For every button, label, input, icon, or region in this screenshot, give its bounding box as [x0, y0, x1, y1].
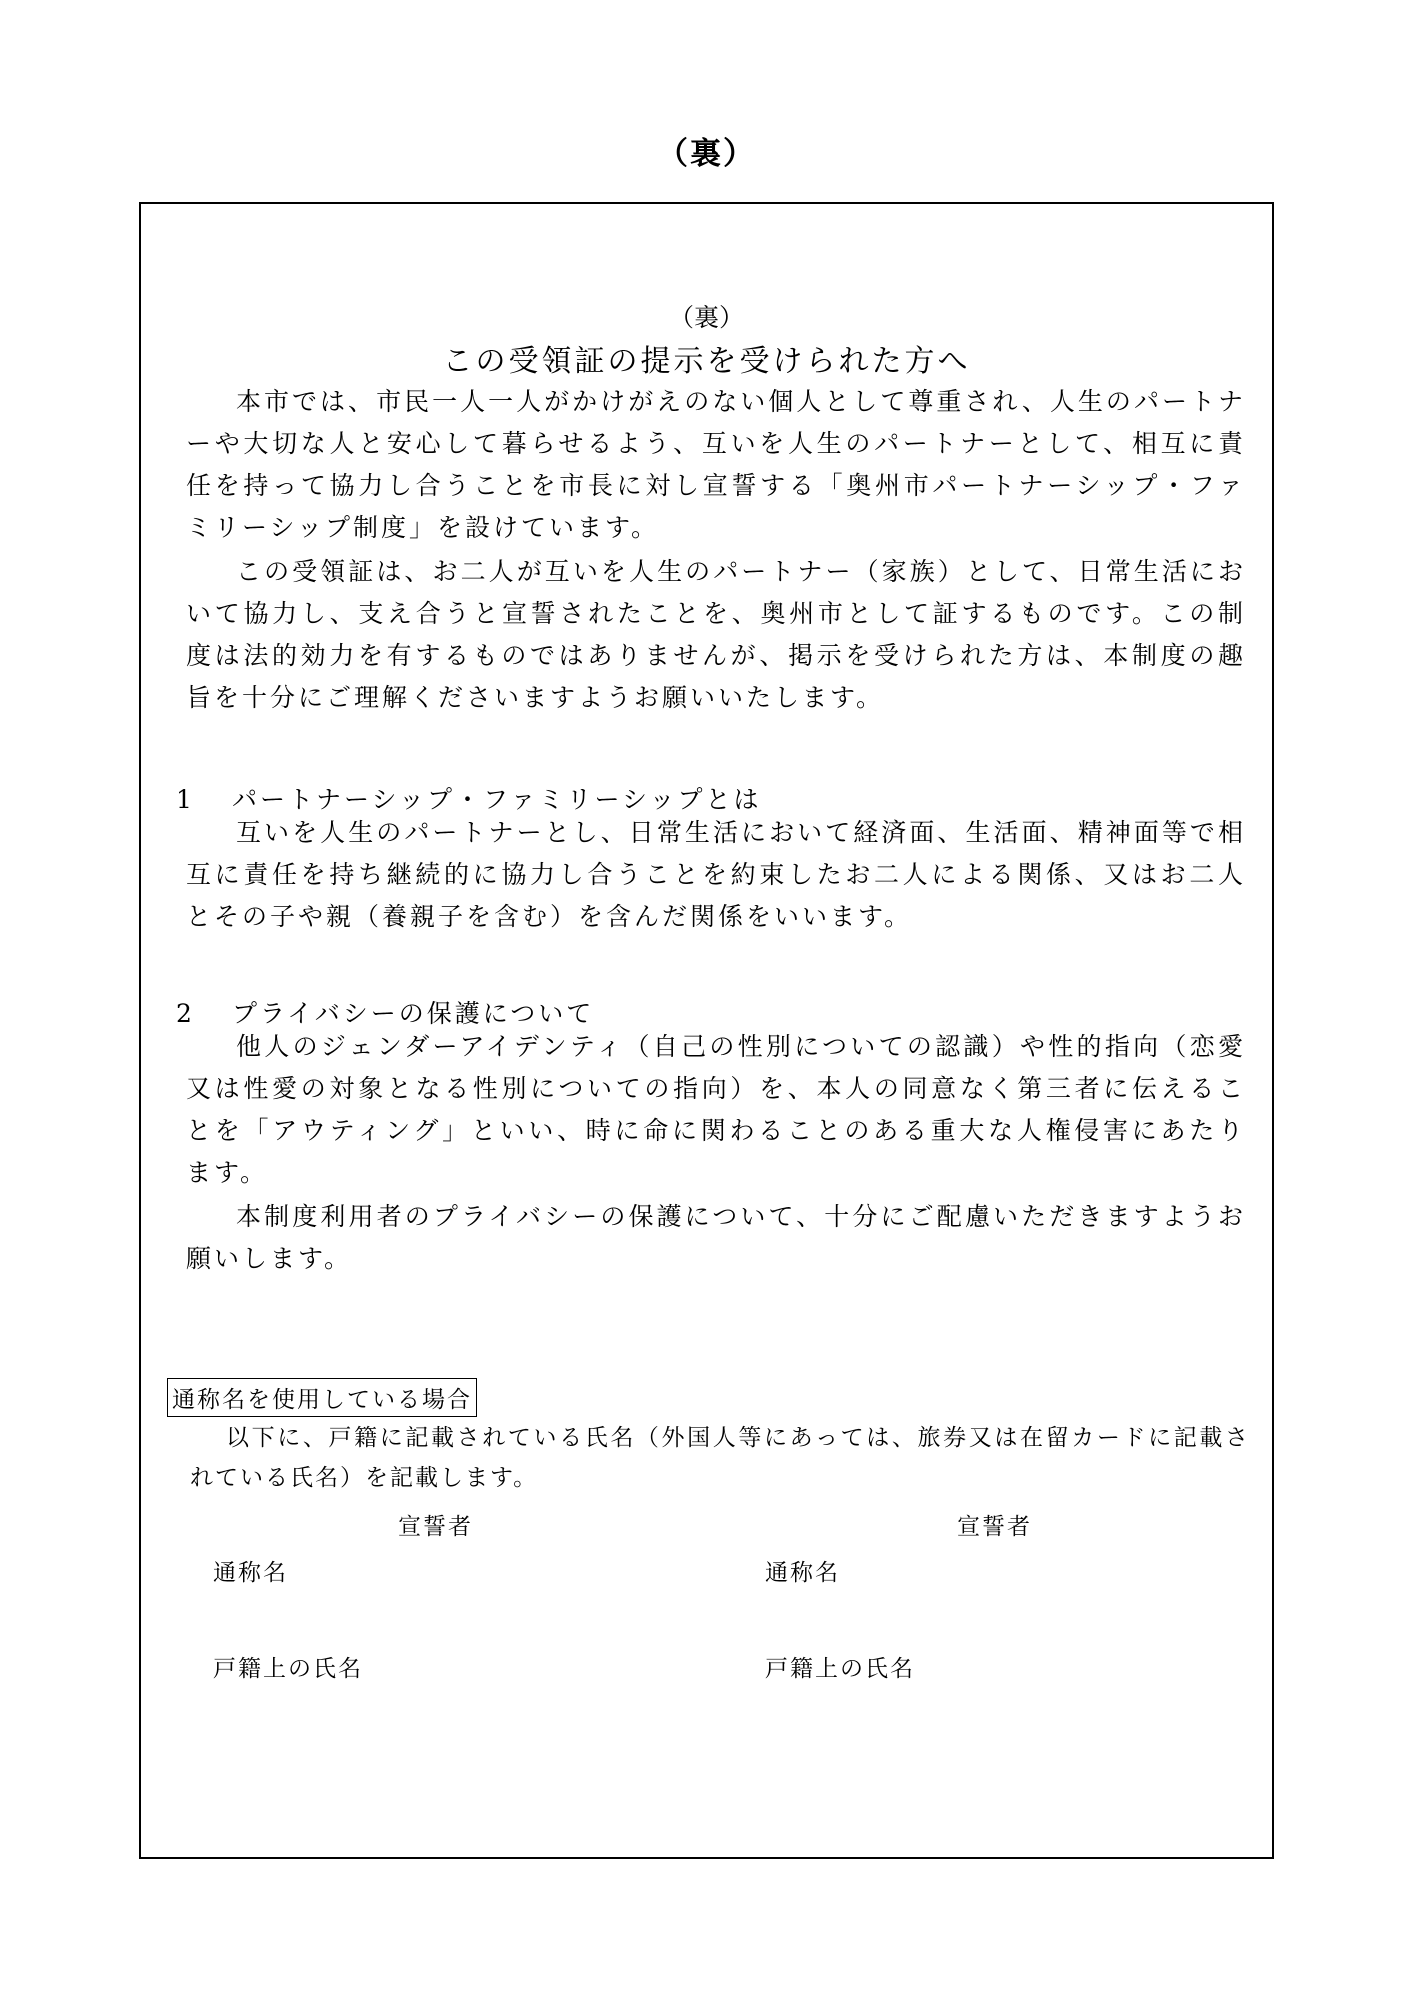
- section-1-heading: [176, 780, 762, 816]
- section-2-number: 2: [176, 999, 195, 1028]
- section-1-number: 1: [176, 785, 195, 814]
- document-title: この受領証の提示を受けられた方へ: [442, 344, 971, 379]
- section-1-title: パートナーシップ・ファミリーシップとは: [232, 785, 762, 814]
- intro-paragraph-1: 本市では、市民一人一人がかけがえのない個人として尊重され、人生のパートナーや大切な人と安心して暮らせるよう、互いを人生のパートナーとして、相互に責任を持って協力し合うことを市長に対し宣誓する「奥州市パートナーシップ・ファミリーシップ制度」を設けています。: [186, 387, 1246, 542]
- inner-back-mark: （裏）: [668, 303, 744, 332]
- alias-note: 以下に、戸籍に記載されている氏名（外国人等にあっては、旅券又は在留カードに記載されている氏名）を記載します。: [190, 1425, 1250, 1491]
- left-registered-name-label: 戸籍上の氏名: [213, 1656, 363, 1682]
- section-2-paragraph-1: 他人のジェンダーアイデンティ（自己の性別についての認識）や性的指向（恋愛又は性愛の対象となる性別についての指向）を、本人の同意なく第三者に伝えることを「アウティング」といい、時に命に関わることのある重大な人権侵害にあたります。: [186, 1032, 1246, 1187]
- right-registered-name-label: 戸籍上の氏名: [765, 1656, 915, 1682]
- left-alias-label: 通称名: [213, 1560, 288, 1586]
- alias-boxed-label: 通称名を使用している場合: [167, 1378, 477, 1417]
- section-2-title: プライバシーの保護について: [232, 999, 595, 1028]
- intro-paragraph-2: この受領証は、お二人が互いを人生のパートナー（家族）として、日常生活において協力し、支え合うと宣誓されたことを、奥州市として証するものです。この制度は法的効力を有するものではありませんが、掲示を受けられた方は、本制度の趣旨を十分にご理解くださいますようお願いいたします。: [186, 557, 1246, 712]
- section-2-heading: [176, 994, 594, 1030]
- section-2-paragraph-2: 本制度利用者のプライバシーの保護について、十分にご配慮いただきますようお願いします。: [186, 1202, 1246, 1273]
- left-declarant-label: 宣誓者: [398, 1514, 473, 1540]
- section-1-paragraph: 互いを人生のパートナーとし、日常生活において経済面、生活面、精神面等で相互に責任を持ち継続的に協力し合うことを約束したお二人による関係、又はお二人とその子や親（養親子を含む）を含んだ関係をいいます。: [186, 818, 1246, 931]
- right-alias-label: 通称名: [765, 1560, 840, 1586]
- page-heading: （裏）: [657, 136, 756, 172]
- right-declarant-label: 宣誓者: [957, 1514, 1032, 1540]
